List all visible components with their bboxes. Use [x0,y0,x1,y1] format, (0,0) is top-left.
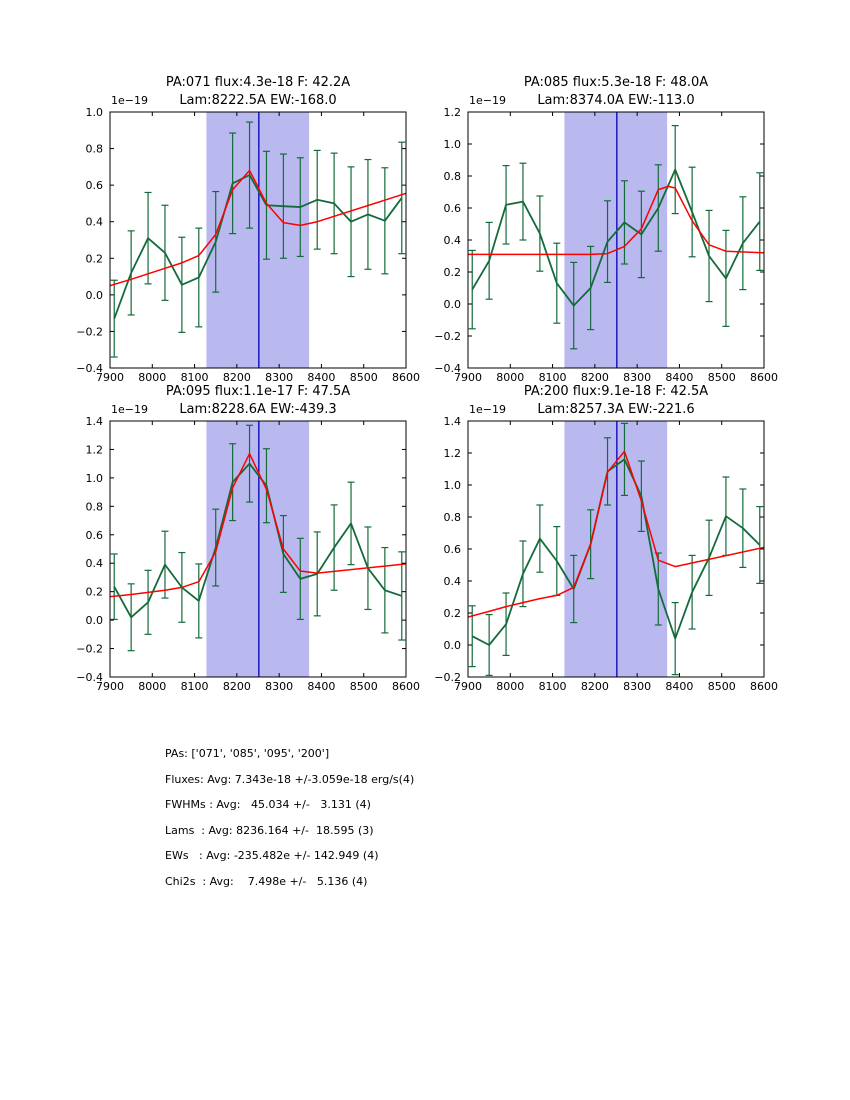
summary-lams: Lams : Avg: 8236.164 +/- 18.595 (3) [165,823,374,837]
y-tick-label: −0.4 [76,671,103,684]
subplot-2 [76,384,420,693]
y-tick-label: 0.8 [85,500,103,514]
x-tick-label: 8300 [265,680,294,693]
x-tick-label: 7900 [454,680,482,693]
x-tick-label: 8500 [349,680,378,693]
y-tick-label: 1.0 [85,471,103,485]
y-tick-label: 0.0 [85,614,103,628]
x-tick-label: 7900 [96,680,124,693]
y-tick-label: 0.8 [85,142,103,156]
x-tick-label: 7900 [96,371,124,384]
y-tick-label: −0.2 [434,671,461,684]
y-axis-offset-label: 1e−19 [469,403,506,416]
y-tick-label: 1.2 [85,443,103,457]
y-tick-label: 0.8 [443,511,461,524]
subplot-title-line1: PA:200 flux:9.1e-18 F: 42.5A [523,384,709,399]
subplot-title-line2: Lam:8228.6A EW:-439.3 [179,402,337,417]
x-tick-label: 8200 [222,371,251,384]
y-tick-label: 1.2 [443,447,461,460]
y-axis-offset-label: 1e−19 [111,94,148,107]
y-tick-label: 1.4 [85,415,103,428]
y-tick-label: 0.6 [85,528,103,542]
y-tick-label: −0.2 [76,642,103,656]
selection-band [206,112,309,368]
x-tick-label: 8300 [265,371,294,384]
y-axis-offset-label: 1e−19 [111,403,148,416]
y-axis-offset-label: 1e−19 [469,94,506,107]
summary-fwhms: FWHMs : Avg: 45.034 +/- 3.131 (4) [165,798,371,811]
x-tick-label: 8200 [580,680,609,693]
y-tick-label: 1.0 [443,138,461,151]
x-tick-label: 8100 [538,680,567,693]
y-tick-label: 0.2 [443,266,461,279]
subplot-title-line1: PA:095 flux:1.1e-17 F: 47.5A [165,384,351,399]
subplot-title-line2: Lam:8374.0A EW:-113.0 [537,93,695,108]
x-tick-label: 8100 [538,371,567,384]
x-tick-label: 8200 [580,371,609,384]
y-tick-label: 0.6 [85,179,103,193]
x-tick-label: 8400 [307,680,336,693]
x-tick-label: 8300 [623,680,652,693]
subplot-title-line2: Lam:8222.5A EW:-168.0 [179,93,337,108]
x-tick-label: 8600 [392,371,420,384]
y-tick-label: 1.0 [443,479,461,492]
x-tick-label: 8400 [665,680,694,693]
x-tick-label: 8400 [665,371,694,384]
x-tick-label: 8600 [750,680,778,693]
summary-ews: EWs : Avg: -235.482e +/- 142.949 (4) [165,849,379,862]
x-tick-label: 8000 [138,371,167,384]
y-tick-label: 0.4 [85,215,103,229]
subplot-title-line1: PA:071 flux:4.3e-18 F: 42.2A [165,75,351,90]
subplot-3 [434,384,778,693]
summary-chi2s: Chi2s : Avg: 7.498e +/- 5.136 (4) [165,874,368,888]
y-tick-label: −0.4 [76,362,103,375]
y-tick-label: 1.0 [85,106,103,119]
y-tick-label: 0.0 [85,288,103,302]
y-tick-label: 0.2 [85,585,103,599]
x-tick-label: 8000 [496,680,525,693]
y-tick-label: 0.6 [443,202,461,215]
y-tick-label: 0.0 [443,298,461,311]
x-tick-label: 8100 [180,371,209,384]
subplot-1 [434,75,778,384]
x-tick-label: 8200 [222,680,251,693]
summary-pas: PAs: ['071', '085', '095', '200'] [165,747,330,760]
y-tick-label: −0.4 [434,362,461,375]
summary-fluxes: Fluxes: Avg: 7.343e-18 +/-3.059e-18 erg/s(4) [165,772,415,786]
selection-band [206,421,309,677]
selection-band [564,112,667,368]
x-tick-label: 8600 [750,371,778,384]
y-tick-label: 0.6 [443,543,461,556]
x-tick-label: 8000 [496,371,525,384]
y-tick-label: −0.2 [434,330,461,343]
y-tick-label: 0.4 [85,557,103,571]
y-tick-label: 0.0 [443,639,461,652]
y-tick-label: 1.2 [443,106,461,119]
y-tick-label: 0.2 [85,252,103,266]
y-tick-label: 0.2 [443,607,461,620]
x-tick-label: 7900 [454,371,482,384]
x-tick-label: 8300 [623,371,652,384]
x-tick-label: 8000 [138,680,167,693]
x-tick-label: 8100 [180,680,209,693]
fit-summary-block [165,741,414,894]
subplot-title-line1: PA:085 flux:5.3e-18 F: 48.0A [523,75,709,90]
subplot-0 [76,75,420,384]
x-tick-label: 8400 [307,371,336,384]
y-tick-label: 0.4 [443,234,461,247]
y-tick-label: 0.8 [443,170,461,183]
y-tick-label: 1.4 [443,415,461,428]
x-tick-label: 8500 [707,680,736,693]
x-tick-label: 8600 [392,680,420,693]
y-tick-label: 0.4 [443,575,461,588]
y-tick-label: −0.2 [76,325,103,339]
subplot-title-line2: Lam:8257.3A EW:-221.6 [537,402,695,417]
x-tick-label: 8500 [349,371,378,384]
x-tick-label: 8500 [707,371,736,384]
